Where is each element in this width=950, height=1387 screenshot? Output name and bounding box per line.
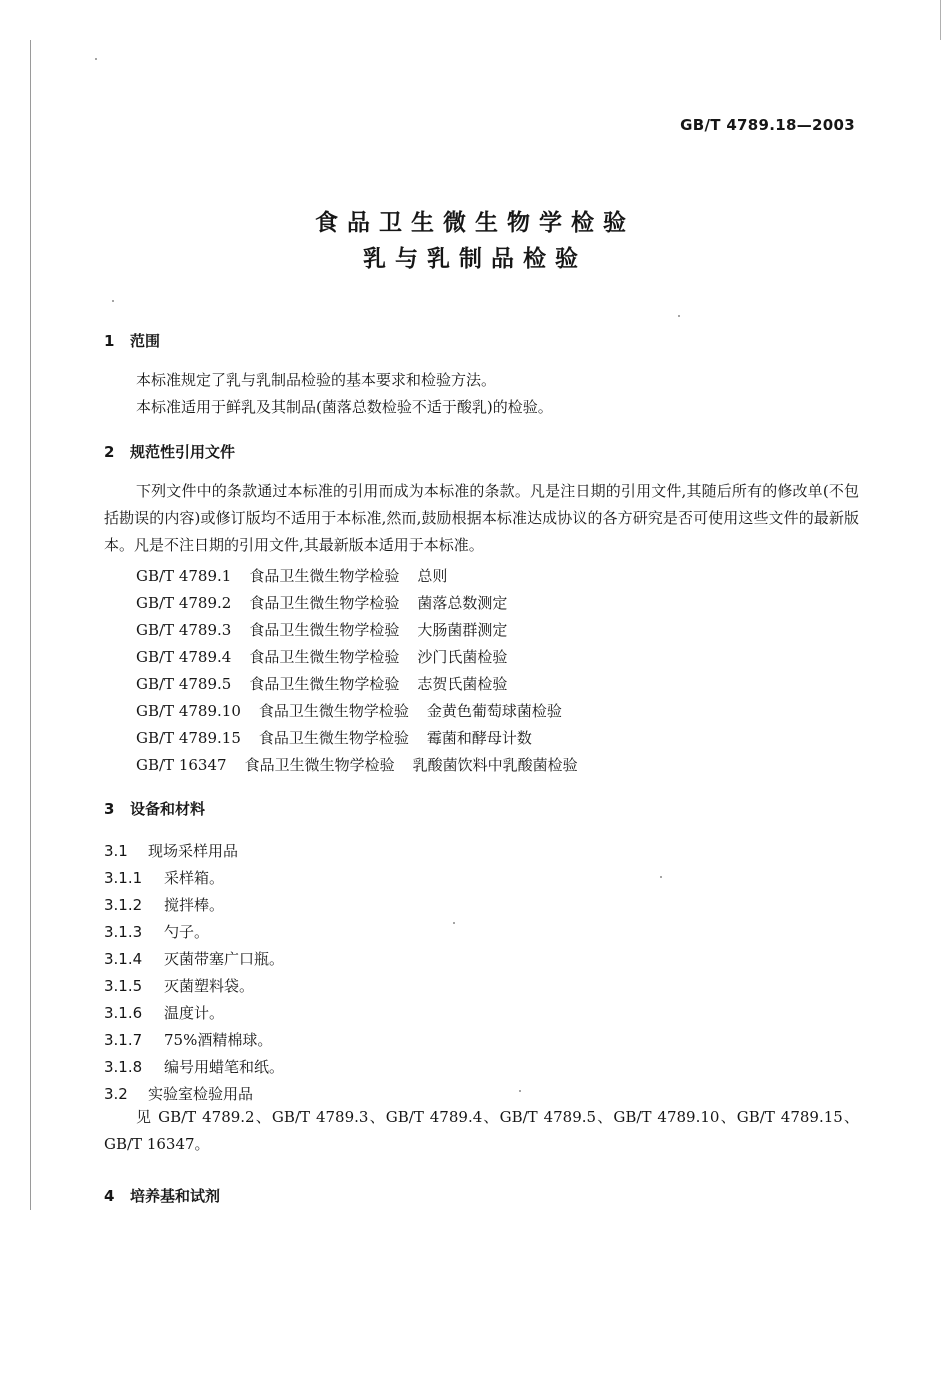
reference-item: GB/T 4789.15 食品卫生微生物学检验 霉菌和酵母计数 [136, 729, 532, 747]
section-1-paragraph-2: 本标准适用于鲜乳及其制品(菌落总数检验不适于酸乳)的检验。 [136, 398, 553, 416]
list-item: 3.1.7 75%酒精棉球。 [104, 1031, 273, 1049]
list-item: 3.1.8 编号用蜡笔和纸。 [104, 1058, 285, 1076]
reference-item: GB/T 4789.4 食品卫生微生物学检验 沙门氏菌检验 [136, 648, 508, 666]
list-item: 3.1.4 灭菌带塞广口瓶。 [104, 950, 285, 968]
reference-item: GB/T 4789.5 食品卫生微生物学检验 志贺氏菌检验 [136, 675, 508, 693]
section-1-heading [104, 330, 160, 351]
section-number: 3 [104, 800, 115, 818]
subsection-3-2: 3.2 实验室检验用品 [104, 1085, 254, 1103]
document-title-line2: 乳与乳制品检验 [363, 246, 587, 272]
subsection-3-1: 3.1 现场采样用品 [104, 842, 239, 860]
scan-speck [519, 1090, 521, 1092]
document-title-line1: 食品卫生微生物学检验 [315, 210, 635, 236]
list-item: 3.1.6 温度计。 [104, 1004, 225, 1022]
section-2-intro: 下列文件中的条款通过本标准的引用而成为本标准的条款。凡是注日期的引用文件,其随后所有的修改单(不包括勘误的内容)或修订版均不适用于本标准,然而,鼓励根据本标准达成协议的各方研究是否可使用这些文件的最新版本。凡是不注日期的引用文件,其最新版本适用于本标准。 [104, 482, 859, 554]
list-item: 3.1.2 搅拌棒。 [104, 896, 225, 914]
reference-item: GB/T 4789.1 食品卫生微生物学检验 总则 [136, 567, 448, 585]
section-title: 培养基和试剂 [130, 1187, 221, 1205]
scan-speck [660, 876, 662, 878]
section-1-paragraph-1: 本标准规定了乳与乳制品检验的基本要求和检验方法。 [136, 371, 497, 389]
section-2-heading [104, 441, 235, 462]
reference-item: GB/T 4789.3 食品卫生微生物学检验 大肠菌群测定 [136, 621, 508, 639]
scan-speck [95, 58, 97, 60]
section-4-heading [104, 1185, 220, 1206]
scan-speck [453, 922, 455, 924]
reference-item: GB/T 4789.10 食品卫生微生物学检验 金黄色葡萄球菌检验 [136, 702, 562, 720]
reference-item: GB/T 16347 食品卫生微生物学检验 乳酸菌饮料中乳酸菌检验 [136, 756, 578, 774]
scan-speck [112, 300, 114, 302]
section-title: 范围 [130, 332, 161, 350]
section-number: 1 [104, 332, 115, 350]
reference-item: GB/T 4789.2 食品卫生微生物学检验 菌落总数测定 [136, 594, 508, 612]
scan-edge-line-right [940, 0, 941, 40]
scan-speck [678, 315, 680, 317]
standard-code: GB/T 4789.18—2003 [680, 116, 855, 134]
list-item: 3.1.5 灭菌塑料袋。 [104, 977, 255, 995]
list-item: 3.1.1 采样箱。 [104, 869, 225, 887]
section-number: 2 [104, 443, 115, 461]
section-title: 设备和材料 [130, 800, 206, 818]
subsection-3-2-text: 见 GB/T 4789.2、GB/T 4789.3、GB/T 4789.4、GB/T 4789.5、GB/T 4789.10、GB/T 4789.15、GB/T 16347。 [104, 1108, 859, 1153]
list-item: 3.1.3 勺子。 [104, 923, 210, 941]
section-number: 4 [104, 1187, 115, 1205]
section-3-heading [104, 798, 205, 819]
section-title: 规范性引用文件 [130, 443, 236, 461]
